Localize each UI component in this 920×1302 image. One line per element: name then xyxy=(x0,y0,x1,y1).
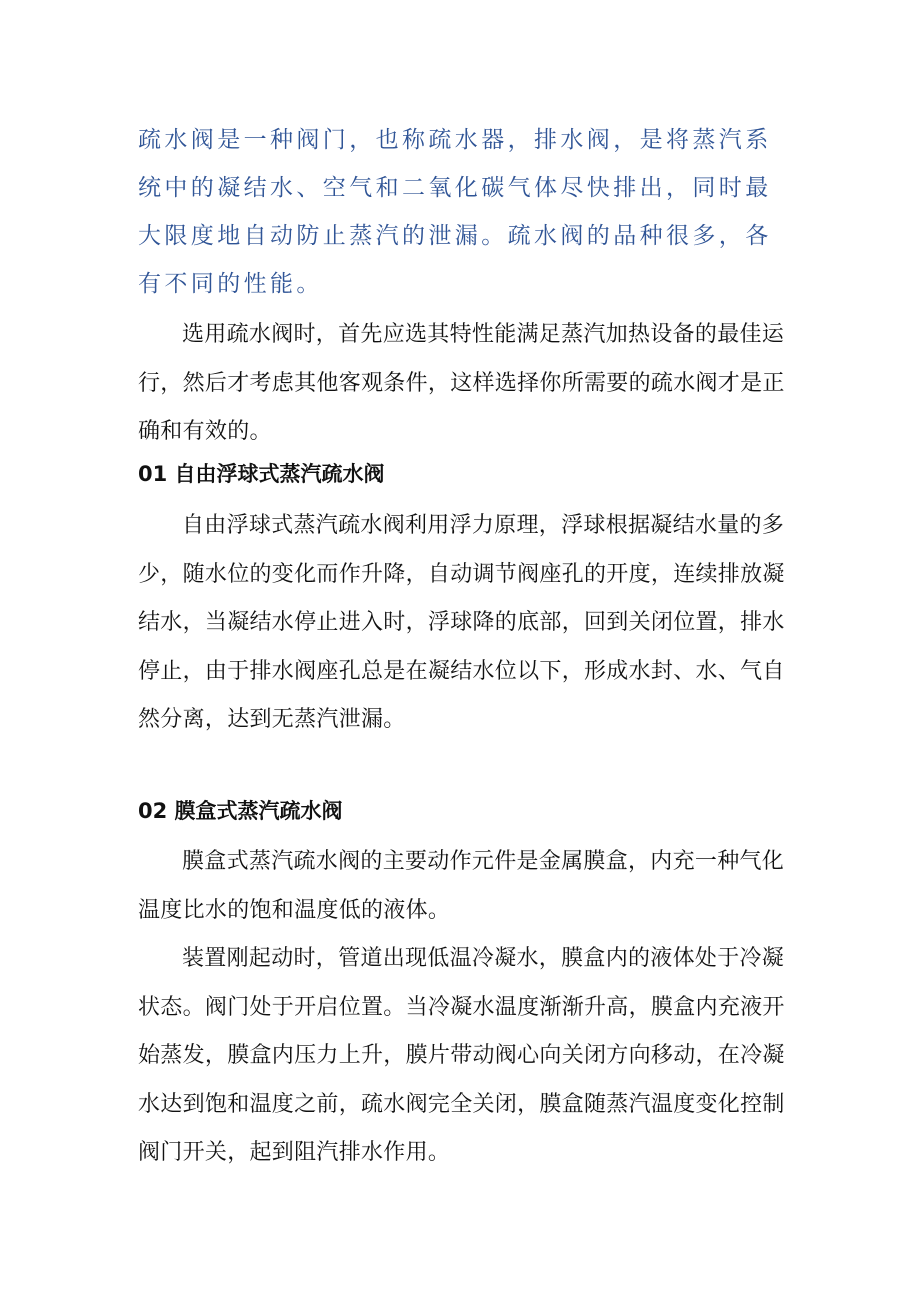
selection-paragraph: 选用疏水阀时，首先应选其特性能满足蒸汽加热设备的最佳运行，然后才考虑其他客观条件，这样选择你所需要的疏水阀才是正确和有效的。 xyxy=(138,322,785,444)
section-02-paragraph-1: 膜盒式蒸汽疏水阀的主要动作元件是金属膜盒，内充一种气化温度比水的饱和温度低的液体。 xyxy=(138,849,785,923)
section-02-heading: 02 膜盒式蒸汽疏水阀 xyxy=(138,799,343,823)
section-02-paragraph-2: 装置刚起动时，管道出现低温冷凝水，膜盒内的液体处于冷凝状态。阀门处于开启位置。当冷凝水温度渐渐升高，膜盒内充液开始蒸发，膜盒内压力上升，膜片带动阀心向关闭方向移动，在冷凝水达到饱和温度之前，疏水阀完全关闭，膜盒随蒸汽温度变化控制阀门开关，起到阻汽排水作用。 xyxy=(138,946,785,1165)
section-01-heading: 01 自由浮球式蒸汽疏水阀 xyxy=(138,462,385,486)
intro-paragraph: 疏水阀是一种阀门，也称疏水器，排水阀，是将蒸汽系统中的凝结水、空气和二氧化碳气体尽快排出，同时最大限度地自动防止蒸汽的泄漏。疏水阀的品种很多，各有不同的性能。 xyxy=(138,127,772,297)
section-01-paragraph: 自由浮球式蒸汽疏水阀利用浮力原理，浮球根据凝结水量的多少，随水位的变化而作升降，自动调节阀座孔的开度，连续排放凝结水，当凝结水停止进入时，浮球降的底部，回到关闭位置，排水停止，由于排水阀座孔总是在凝结水位以下，形成水封、水、气自然分离，达到无蒸汽泄漏。 xyxy=(138,513,785,732)
